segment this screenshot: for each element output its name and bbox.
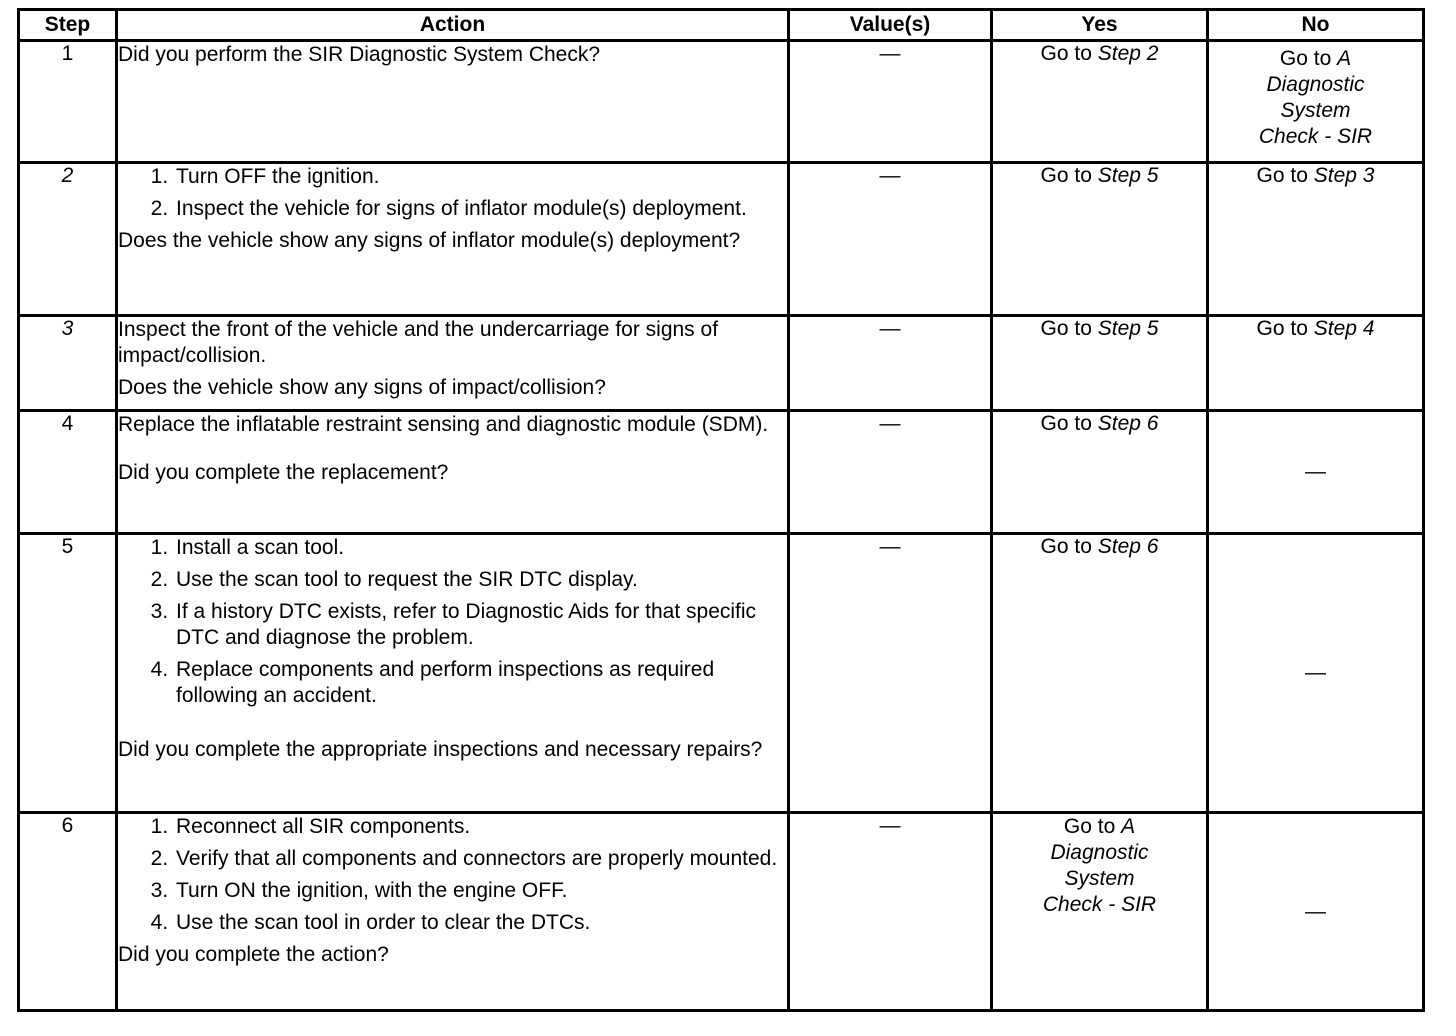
goto-link[interactable]: Step 4 xyxy=(1313,317,1375,340)
no-cell xyxy=(1208,163,1424,316)
action-question: Does the vehicle show any signs of impact/collision? xyxy=(118,376,606,399)
goto-link[interactable]: Step 6 xyxy=(1097,535,1159,558)
goto-prefix: Go to xyxy=(1256,164,1314,187)
action-cell xyxy=(117,316,789,411)
goto-target: System xyxy=(1280,99,1351,122)
step-number: 5 xyxy=(19,534,117,813)
action-cell xyxy=(117,163,789,316)
goto-prefix: Go to xyxy=(1040,42,1098,65)
goto-target: Diagnostic xyxy=(1266,73,1365,96)
step-number: 2 xyxy=(19,163,117,316)
goto-target: Check - SIR xyxy=(1042,893,1157,916)
goto-link[interactable]: Step 5 xyxy=(1097,164,1159,187)
action-steps xyxy=(118,535,787,709)
header-action: Action xyxy=(117,10,789,41)
goto-prefix: Go to xyxy=(1063,815,1122,838)
goto-prefix: Go to xyxy=(1256,317,1314,340)
header-step: Step xyxy=(19,10,117,41)
action-step: 1. Install a scan tool. xyxy=(174,535,787,561)
action-step: 2. Inspect the vehicle for signs of inflator module(s) deployment. xyxy=(174,196,787,222)
step-number: 4 xyxy=(19,411,117,534)
yes-cell xyxy=(992,41,1208,163)
action-step: 3. Turn ON the ignition, with the engine OFF. xyxy=(174,878,787,904)
yes-cell xyxy=(992,534,1208,813)
yes-cell xyxy=(992,813,1208,1011)
goto-prefix: Go to xyxy=(1040,164,1098,187)
goto-target: A xyxy=(1121,815,1136,838)
spacer xyxy=(118,715,787,737)
action-question: Did you perform the SIR Diagnostic System Check? xyxy=(118,43,601,66)
header-row xyxy=(19,10,1424,41)
action-text: Inspect the front of the vehicle and the undercarriage for signs of impact/collision. xyxy=(118,318,719,367)
header-no: No xyxy=(1208,10,1424,41)
dash: — xyxy=(879,535,901,558)
action-question: Did you complete the action? xyxy=(118,943,389,966)
action-step: 3. If a history DTC exists, refer to Diagnostic Aids for that specific DTC and diagnose the problem. xyxy=(174,599,787,651)
value-cell xyxy=(789,316,992,411)
value-cell xyxy=(789,41,992,163)
action-question: Did you complete the replacement? xyxy=(118,461,449,484)
goto-prefix: Go to xyxy=(1040,317,1098,340)
header-yes: Yes xyxy=(992,10,1208,41)
no-cell xyxy=(1208,534,1424,813)
action-cell xyxy=(117,41,789,163)
goto-target: Check - SIR xyxy=(1258,125,1373,148)
dash: — xyxy=(1305,661,1326,684)
yes-cell xyxy=(992,316,1208,411)
diagnostic-table xyxy=(17,8,1425,1012)
value-cell xyxy=(789,534,992,813)
dash: — xyxy=(879,317,901,340)
goto-target: System xyxy=(1064,867,1135,890)
action-cell xyxy=(117,813,789,1011)
no-cell xyxy=(1208,813,1424,1011)
goto-link[interactable] xyxy=(1209,46,1422,150)
no-cell xyxy=(1208,316,1424,411)
action-step: 4. Use the scan tool in order to clear the DTCs. xyxy=(174,910,787,936)
header-values: Value(s) xyxy=(789,10,992,41)
spacer xyxy=(118,438,787,460)
dash: — xyxy=(879,42,901,65)
table-row xyxy=(19,163,1424,316)
step-number: 1 xyxy=(19,41,117,163)
no-cell xyxy=(1208,411,1424,534)
action-step: 2. Use the scan tool to request the SIR DTC display. xyxy=(174,567,787,593)
dash: — xyxy=(1305,460,1326,483)
goto-link[interactable]: Step 3 xyxy=(1313,164,1375,187)
goto-target: A xyxy=(1337,47,1352,70)
action-question: Did you complete the appropriate inspections and necessary repairs? xyxy=(118,738,763,761)
goto-link[interactable] xyxy=(993,814,1206,918)
goto-prefix: Go to xyxy=(1040,535,1098,558)
value-cell xyxy=(789,813,992,1011)
goto-target: Diagnostic xyxy=(1050,841,1149,864)
table-row xyxy=(19,41,1424,163)
action-step: 1. Turn OFF the ignition. xyxy=(174,164,787,190)
step-number: 3 xyxy=(19,316,117,411)
goto-prefix: Go to xyxy=(1279,47,1338,70)
value-cell xyxy=(789,411,992,534)
action-steps xyxy=(118,164,787,222)
goto-link[interactable]: Step 6 xyxy=(1097,412,1159,435)
goto-link[interactable]: Step 2 xyxy=(1097,42,1159,65)
action-step: 2. Verify that all components and connectors are properly mounted. xyxy=(174,846,787,872)
action-question: Does the vehicle show any signs of inflator module(s) deployment? xyxy=(118,229,741,252)
action-text: Replace the inflatable restraint sensing and diagnostic module (SDM). xyxy=(118,413,769,436)
goto-prefix: Go to xyxy=(1040,412,1098,435)
action-step: 4. Replace components and perform inspections as required following an accident. xyxy=(174,657,787,709)
dash: — xyxy=(879,164,901,187)
yes-cell xyxy=(992,411,1208,534)
no-cell xyxy=(1208,41,1424,163)
action-steps xyxy=(118,814,787,936)
table-row xyxy=(19,316,1424,411)
yes-cell xyxy=(992,163,1208,316)
action-step: 1. Reconnect all SIR components. xyxy=(174,814,787,840)
action-cell xyxy=(117,411,789,534)
action-cell xyxy=(117,534,789,813)
table-row xyxy=(19,813,1424,1011)
step-number: 6 xyxy=(19,813,117,1011)
dash: — xyxy=(879,412,901,435)
value-cell xyxy=(789,163,992,316)
goto-link[interactable]: Step 5 xyxy=(1097,317,1159,340)
table-row xyxy=(19,411,1424,534)
table-row xyxy=(19,534,1424,813)
dash: — xyxy=(1305,899,1326,923)
dash: — xyxy=(879,814,901,837)
